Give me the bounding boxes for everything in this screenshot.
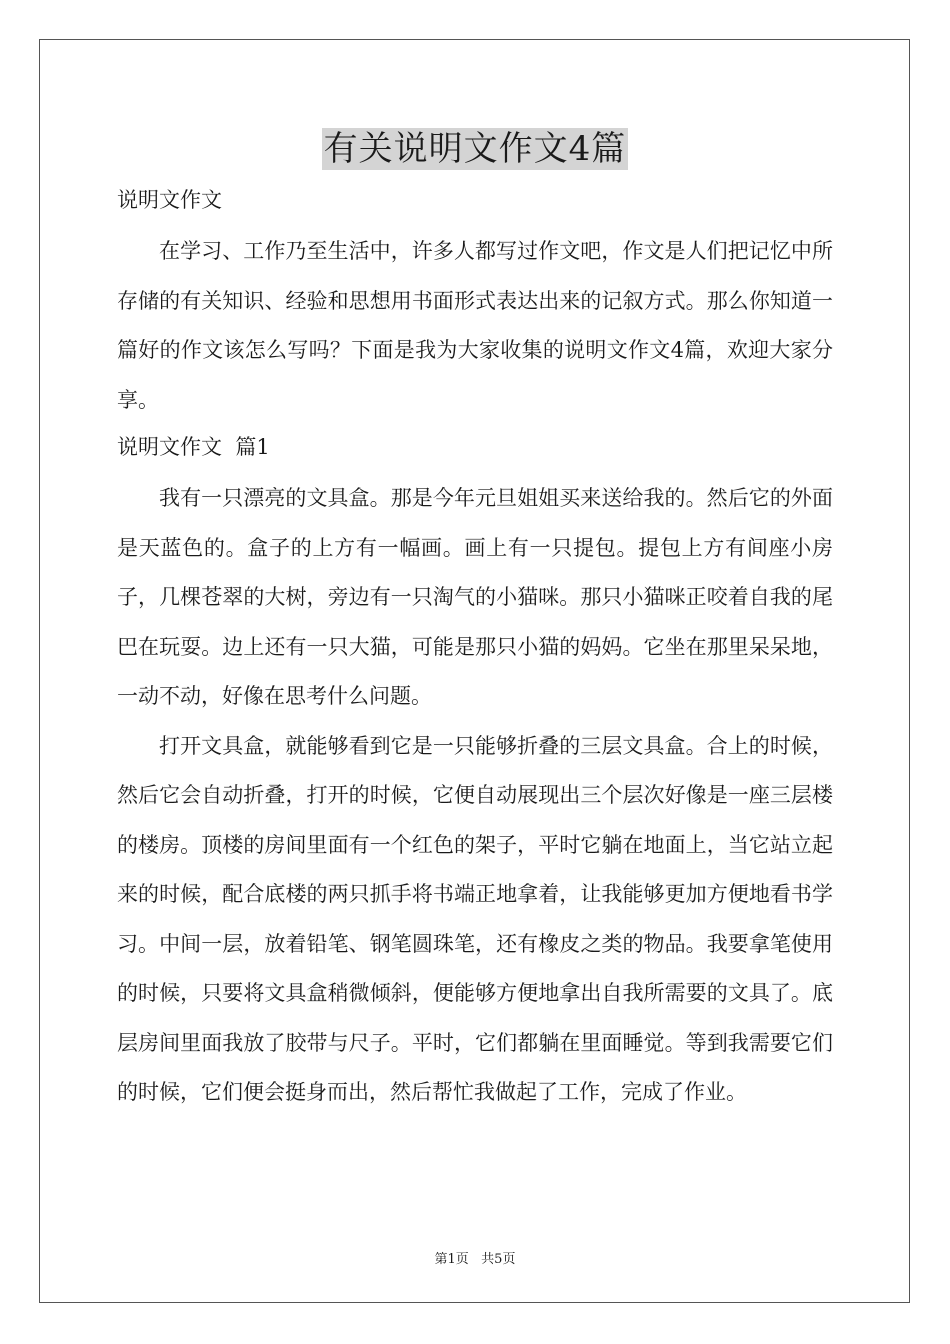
part1-paragraph-2: 打开文具盒，就能够看到它是一只能够折叠的三层文具盒。合上的时候，然后它会自动折叠，打开的时候，它便自动展现出三个层次好像是一座三层楼的楼房。顶楼的房间里面有一个红色的架子，平时它躺在地面上，当它站立起来的时候，配合底楼的两只抓手将书端正地拿着，让我能够更加方便地看书学习。中间一层，放着铅笔、钢笔圆珠笔，还有橡皮之类的物品。我要拿笔使用的时候，只要将文具盒稍微倾斜，便能够方便地拿出自我所需要的文具了。底层房间里面我放了胶带与尺子。平时，它们都躺在里面睡觉。等到我需要它们的时候，它们便会挺身而出，然后帮忙我做起了工作，完成了作业。	[117, 733, 833, 1104]
section-heading: 说明文作文	[117, 188, 222, 212]
title-container	[0, 128, 950, 170]
part1-paragraph-1: 我有一只漂亮的文具盒。那是今年元旦姐姐买来送给我的。然后它的外面是天蓝色的。盒子的上方有一幅画。画上有一只提包。提包上方有间座小房子，几棵苍翠的大树，旁边有一只淘气的小猫咪。那只小猫咪正咬着自我的尾巴在玩耍。边上还有一只大猫，可能是那只小猫的妈妈。它坐在那里呆呆地，一动不动，好像在思考什么问题。	[117, 486, 833, 708]
part1-heading: 说明文作文 篇1	[117, 435, 270, 459]
intro-paragraph: 在学习、工作乃至生活中，许多人都写过作文吧，作文是人们把记忆中所存储的有关知识、经验和思想用书面形式表达出来的记叙方式。那么你知道一篇好的作文该怎么写吗？下面是我为大家收集的说明文作文4篇，欢迎大家分享。	[117, 239, 833, 412]
document-body	[117, 178, 833, 1118]
document-title: 有关说明文作文4篇	[323, 129, 627, 169]
page-footer: 第1页 共5页	[434, 1252, 516, 1267]
